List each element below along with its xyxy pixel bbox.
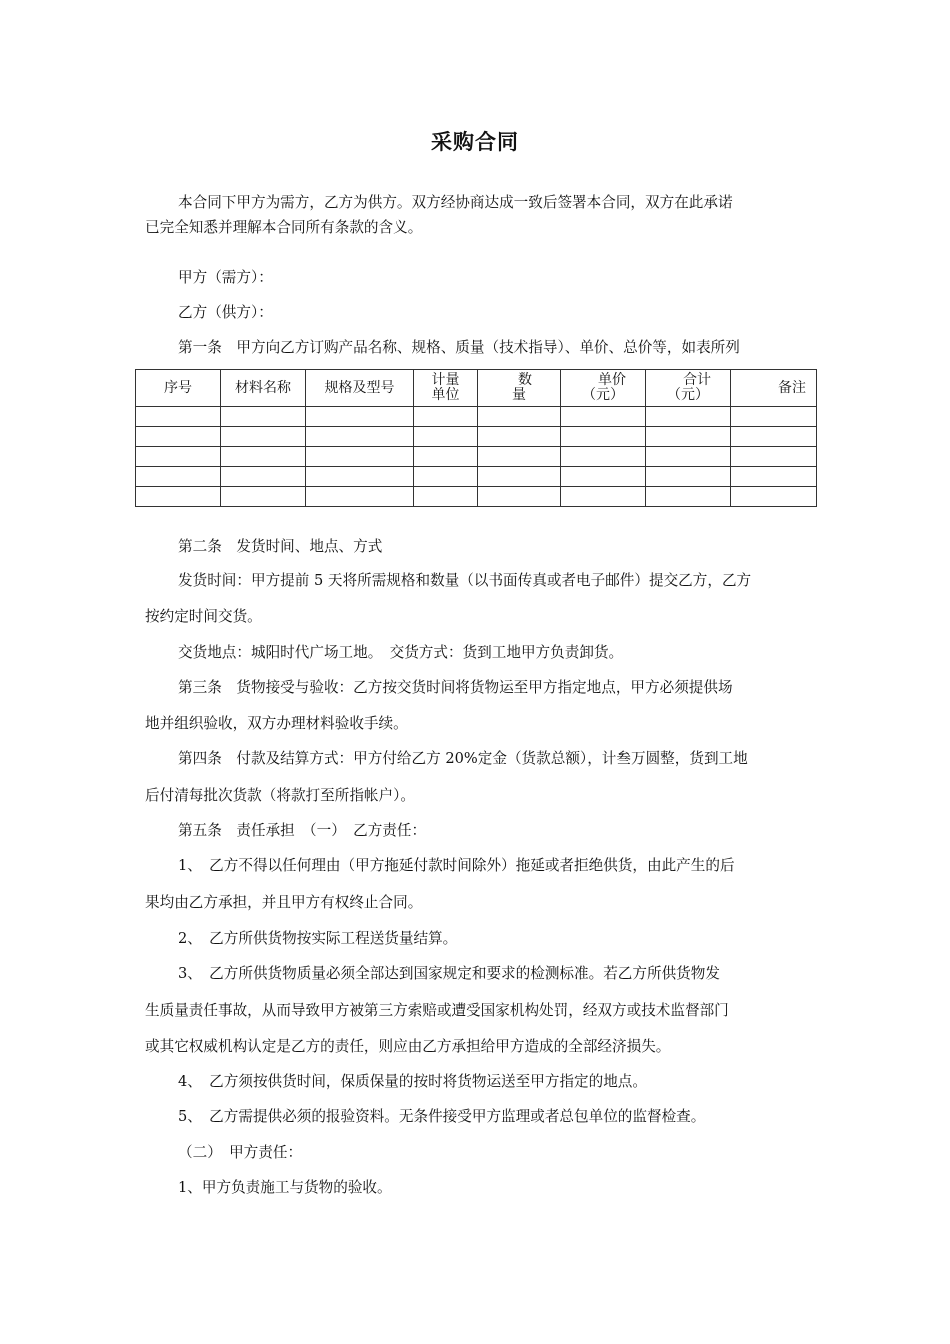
a-item-1: 1、甲方负责施工与货物的验收。: [178, 1179, 392, 1196]
intro-line-2: 已完全知悉并理解本合同所有条款的含义。: [145, 219, 423, 236]
article-4-line-2: 后付清每批次货款（将款打至所指帐户）。: [145, 787, 415, 804]
header-material-name: 材料名称: [221, 370, 306, 407]
a-responsibility-heading: （二） 甲方责任：: [178, 1144, 303, 1161]
delivery-time-line-2: 按约定时间交货。: [145, 608, 262, 625]
delivery-place: 交货地点：城阳时代广场工地。 交货方式：货到工地甲方负责卸货。: [178, 644, 624, 661]
header-quantity-line-1: 数: [518, 372, 532, 388]
article-3-line-2: 地并组织验收，双方办理材料验收手续。: [145, 715, 408, 732]
article-2: 第二条 发货时间、地点、方式: [178, 538, 383, 555]
party-b-label: 乙方（供方）：: [178, 304, 273, 321]
header-unit-price-line-2: （元）: [582, 387, 624, 403]
header-remarks: 备注: [731, 370, 817, 407]
header-unit-line-1: 计量: [431, 372, 460, 388]
table-header-row: [136, 370, 817, 407]
header-unit-price: [561, 370, 646, 407]
b-item-3-line-1: 3、 乙方所供货物质量必须全部达到国家规定和要求的检测标准。若乙方所供货物发: [178, 965, 720, 982]
table-row: [136, 407, 817, 427]
article-4-line-1: 第四条 付款及结算方式：甲方付给乙方 20%定金（货款总额），计叁万圆整，货到工地: [178, 750, 748, 767]
order-table: [135, 369, 817, 507]
header-unit-line-2: 单位: [431, 387, 460, 403]
table-row: [136, 427, 817, 447]
b-item-4: 4、 乙方须按供货时间，保质保量的按时将货物运送至甲方指定的地点。: [178, 1073, 647, 1090]
header-quantity-line-2: 量: [512, 387, 526, 403]
intro-line-1: 本合同下甲方为需方，乙方为供方。双方经协商达成一致后签署本合同，双方在此承诺: [178, 194, 733, 211]
document-title: 采购合同: [431, 130, 519, 154]
table-row: [136, 487, 817, 507]
b-item-1-line-1: 1、 乙方不得以任何理由（甲方拖延付款时间除外）拖延或者拒绝供货，由此产生的后: [178, 857, 735, 874]
article-5: 第五条 责任承担 （一） 乙方责任：: [178, 822, 427, 839]
b-item-3-line-3: 或其它权威机构认定是乙方的责任，则应由乙方承担给甲方造成的全部经济损失。: [145, 1038, 671, 1055]
header-index: 序号: [136, 370, 221, 407]
b-item-2: 2、 乙方所供货物按实际工程送货量结算。: [178, 930, 458, 947]
header-unit: [414, 370, 478, 407]
header-total-line-2: （元）: [667, 387, 709, 403]
article-1: 第一条 甲方向乙方订购产品名称、规格、质量（技术指导）、单价、总价等，如表所列: [178, 339, 740, 356]
article-3-line-1: 第三条 货物接受与验收：乙方按交货时间将货物运至甲方指定地点，甲方必须提供场: [178, 679, 733, 696]
party-a-label: 甲方（需方）：: [178, 269, 273, 286]
header-spec-model: 规格及型号: [306, 370, 414, 407]
b-item-3-line-2: 生质量责任事故，从而导致甲方被第三方索赔或遭受国家机构处罚，经双方或技术监督部门: [145, 1002, 729, 1019]
delivery-time-line-1: 发货时间：甲方提前 5 天将所需规格和数量（以书面传真或者电子邮件）提交乙方，乙方: [178, 572, 752, 589]
table-row: [136, 447, 817, 467]
header-total-line-1: 合计: [683, 372, 711, 388]
header-unit-price-line-1: 单价: [598, 372, 626, 388]
b-item-5: 5、 乙方需提供必须的报验资料。无条件接受甲方监理或者总包单位的监督检查。: [178, 1108, 706, 1125]
table-row: [136, 467, 817, 487]
b-item-1-line-2: 果均由乙方承担，并且甲方有权终止合同。: [145, 894, 423, 911]
header-total: [646, 370, 731, 407]
header-quantity: [478, 370, 561, 407]
